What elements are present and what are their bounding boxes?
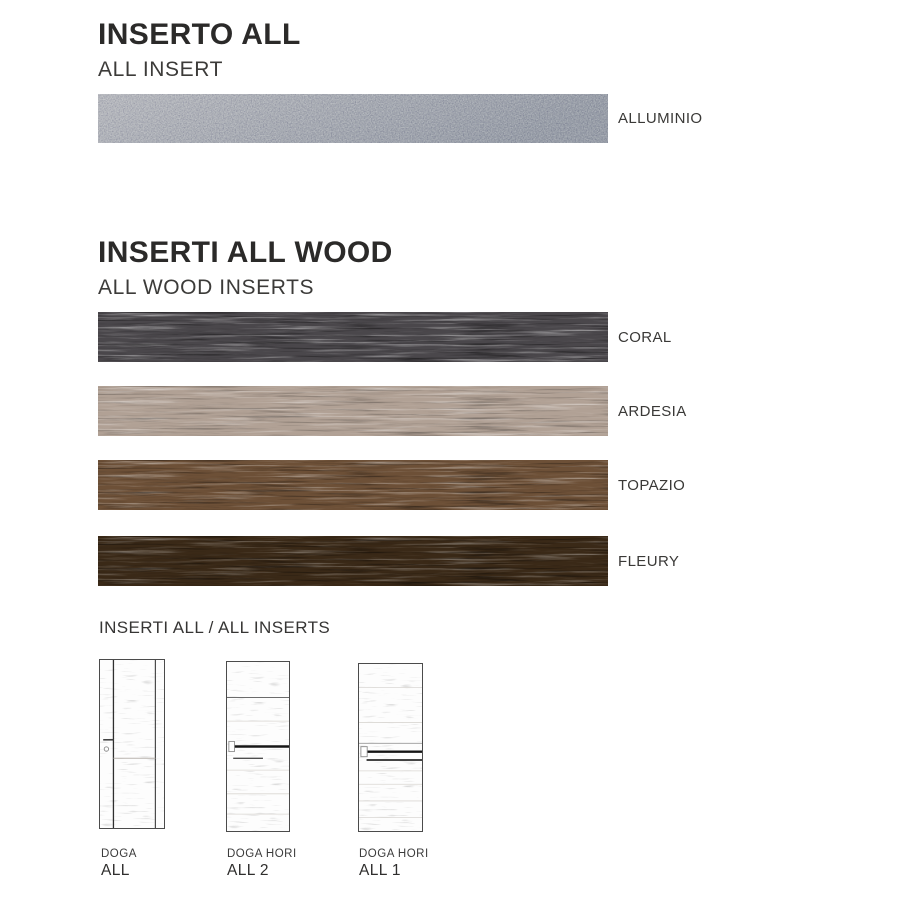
door-diagram-doga-hori-all2 (227, 662, 289, 831)
panel-doga-hori-all1 (358, 663, 423, 832)
section-metal-title: INSERTO ALL (98, 18, 301, 51)
panel-code: DOGA (101, 848, 137, 860)
panel-label-doga-all (101, 847, 221, 880)
swatch-label-ardesia: ARDESIA (618, 402, 687, 420)
panel-variant: ALL (101, 862, 130, 879)
swatch-coral (98, 312, 608, 362)
panel-variant: ALL 1 (359, 862, 401, 879)
swatch-label-alluminio: ALLUMINIO (618, 110, 703, 127)
swatch-topazio (98, 460, 608, 510)
swatch-label-coral: CORAL (618, 328, 672, 346)
panel-label-doga-hori-all2 (227, 847, 347, 880)
panel-doga-hori-all2 (226, 661, 290, 832)
swatch-label-topazio: TOPAZIO (618, 476, 686, 494)
swatch-fleury (98, 536, 608, 586)
section-wood-subtitle: ALL WOOD INSERTS (98, 276, 315, 299)
panel-code: DOGA HORI (359, 848, 429, 860)
panel-code: DOGA HORI (227, 848, 297, 860)
panel-label-doga-hori-all1 (359, 847, 479, 880)
panel-doga-all (99, 659, 165, 829)
section-metal-subtitle: ALL INSERT (98, 58, 224, 81)
door-diagram-doga-all (100, 660, 164, 828)
section-inserts-title: INSERTI ALL / ALL INSERTS (99, 618, 331, 637)
swatch-label-fleury: FLEURY (618, 552, 680, 570)
door-diagram-doga-hori-all1 (359, 664, 422, 831)
swatch-alluminio (98, 94, 608, 143)
swatch-ardesia (98, 386, 608, 436)
panel-variant: ALL 2 (227, 862, 269, 879)
section-wood-title: INSERTI ALL WOOD (98, 236, 393, 269)
